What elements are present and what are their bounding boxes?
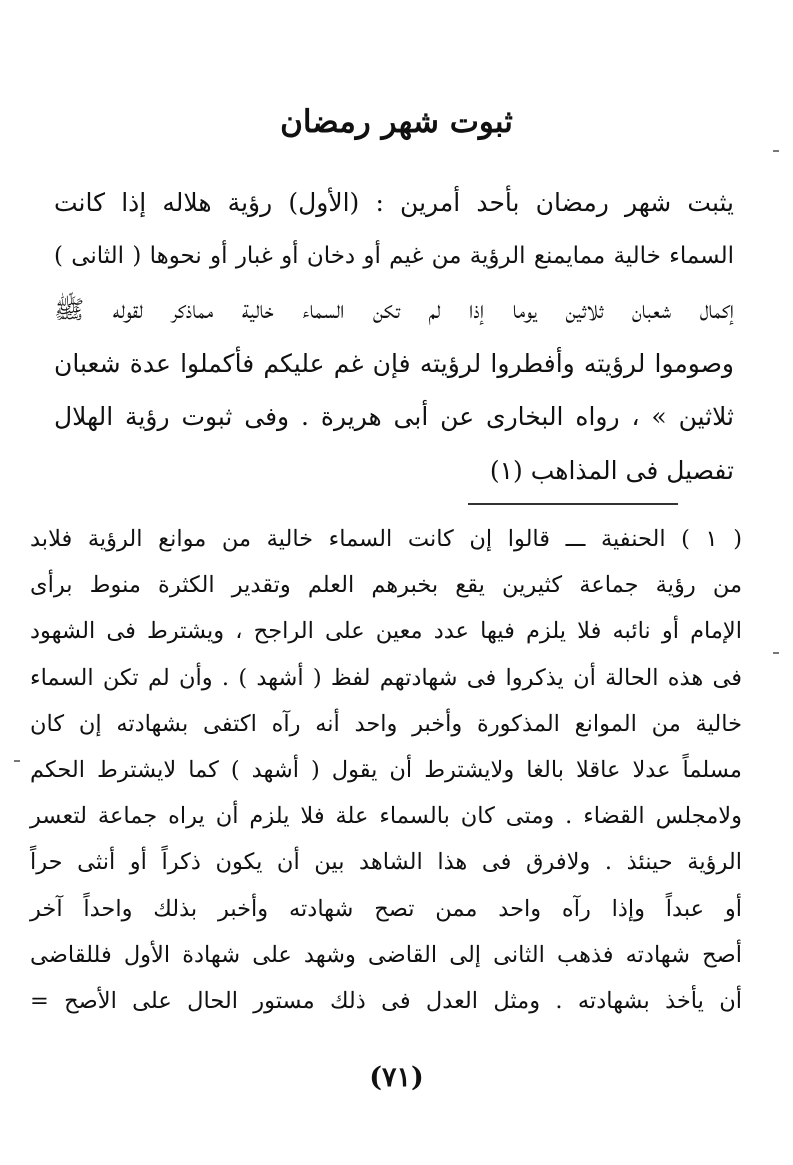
- body-line: السماء خالية ممايمنع الرؤية من غيم أو دخان أو غبار أو نحوها ( الثانى ): [54, 242, 734, 269]
- footnote-line: من رؤية جماعة كثيرين يقع بخبرهم العلم وتقدير الكثرة منوط برأى: [30, 572, 742, 599]
- footnote-line: أو عبداً وإذا رآه واحد ممن تصح شهادته وأخبر بذلك واحداً آخر: [30, 895, 742, 922]
- footnote-line: خالية من الموانع المذكورة وأخبر واحد أنه رآه اكتفى بشهادته إن كان: [30, 710, 742, 737]
- footnote: [30, 516, 742, 1024]
- footnote-line: أن يأخذ بشهادته . ومثل العدل فى ذلك مستور الحال على الأصح =: [30, 988, 742, 1015]
- body-line: إكمال شعبان ثلاثين يوما إذا لم تكن السماء خالية مماذكر لقوله ﷺ: [54, 295, 734, 325]
- footnote-separator: [468, 503, 678, 505]
- margin-mark: [14, 760, 20, 762]
- footnote-line: فى هذه الحالة أن يذكروا فى شهادتهم لفظ ( أشهد ) . وأن لم تكن السماء: [30, 664, 742, 691]
- body-line: يثبت شهر رمضان بأحد أمرين : (الأول) رؤية هلاله إذا كانت: [54, 188, 734, 217]
- footnote-line: ولامجلس القضاء . ومتى كان بالسماء علة فلا يلزم أن يراه جماعة لتعسر: [30, 803, 742, 830]
- footnote-line: مسلماً عدلا عاقلا بالغا ولايشترط أن يقول ( أشهد ) كما لايشترط الحكم: [30, 757, 742, 784]
- page-number: (٧١): [369, 1062, 424, 1093]
- footnote-line: الإمام أو نائبه فلا يلزم فيها عدد معين على الراجح ، ويشترط فى الشهود: [30, 618, 742, 645]
- main-text: [54, 176, 734, 498]
- footnote-line: الرؤية حينئذ . ولافرق فى هذا الشاهد بين أن يكون ذكراً أو أنثى حراً: [30, 849, 742, 876]
- body-line: ثلاثين » ، رواه البخارى عن أبى هريرة . وفى ثبوت رؤية الهلال: [54, 402, 734, 432]
- margin-mark: [773, 150, 779, 152]
- page-title: ثبوت شهر رمضان: [280, 104, 513, 140]
- footnote-line: أصح شهادته فذهب الثانى إلى القاضى وشهد على شهادة الأول فللقاضى: [30, 941, 742, 968]
- footnote-line: ( ١ ) الحنفية ـــ قالوا إن كانت السماء خالية من موانع الرؤية فلابد: [30, 526, 742, 552]
- body-line: تفصيل فى المذاهب (١): [489, 455, 734, 485]
- margin-mark: [773, 652, 779, 654]
- body-line: وصوموا لرؤيته وأفطروا لرؤيته فإن غم عليكم فأكملوا عدة شعبان: [54, 348, 734, 378]
